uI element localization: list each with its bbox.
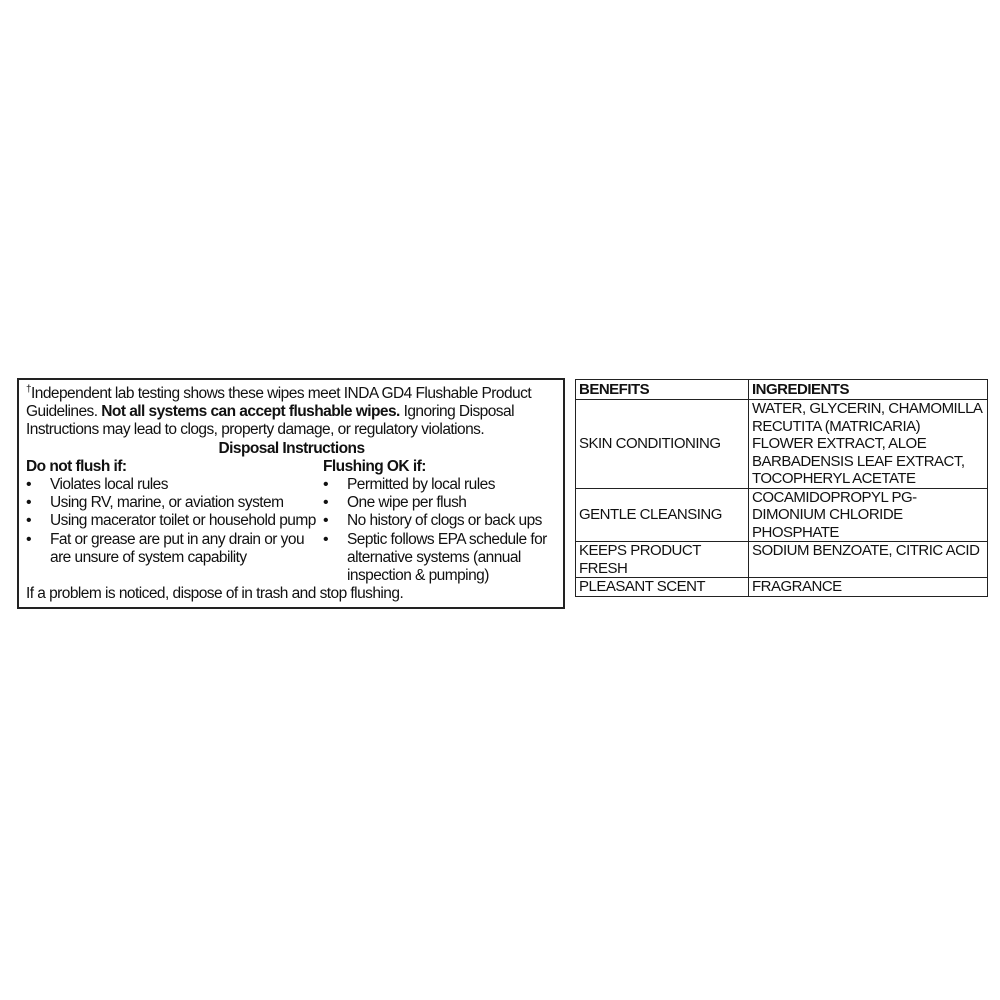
list-item: • One wipe per flush bbox=[323, 494, 557, 512]
flushing-ok-column bbox=[323, 458, 557, 585]
disposal-title: Disposal Instructions bbox=[218, 439, 365, 457]
do-not-flush-list bbox=[26, 476, 323, 567]
intro-paragraph bbox=[26, 385, 557, 440]
flushing-ok-heading: Flushing OK if: bbox=[323, 457, 426, 475]
benefit-cell: PLEASANT SCENT bbox=[576, 578, 749, 597]
list-item: • Permitted by local rules bbox=[323, 476, 557, 494]
do-not-flush-heading: Do not flush if: bbox=[26, 457, 127, 475]
table-row bbox=[576, 488, 988, 542]
do-not-flush-column bbox=[26, 458, 323, 585]
intro-warning: Not all systems can accept flushable wipes. bbox=[101, 403, 400, 421]
disposal-footer: If a problem is noticed, dispose of in trash and stop flushing. bbox=[26, 585, 404, 603]
table-row bbox=[576, 578, 988, 597]
ingredients-cell: FRAGRANCE bbox=[749, 578, 988, 597]
benefits-header: BENEFITS bbox=[576, 380, 749, 400]
dagger-mark: † bbox=[26, 384, 32, 395]
list-item: • Using macerator toilet or household pump bbox=[26, 512, 323, 530]
ingredients-cell: SODIUM BENZOATE, CITRIC ACID bbox=[749, 542, 988, 578]
flushing-ok-list bbox=[323, 476, 557, 585]
table-header-row bbox=[576, 380, 988, 400]
list-item: • Septic follows EPA schedule for alternative systems (annual inspection & pumping) bbox=[323, 531, 557, 586]
ingredients-table bbox=[575, 379, 988, 597]
ingredients-cell: WATER, GLYCERIN, CHAMOMILLA RECUTITA (MATRICARIA) FLOWER EXTRACT, ALOE BARBADENSIS LEAF EXTRACT, TOCOPHERYL ACETATE bbox=[749, 400, 988, 489]
ingredients-header: INGREDIENTS bbox=[749, 380, 988, 400]
list-item: • No history of clogs or back ups bbox=[323, 512, 557, 530]
intro-tail: Ignoring Disposal Instructions may lead to clogs, property damage, or regulatory violations. bbox=[26, 403, 514, 439]
ingredients-cell: COCAMIDOPROPYL PG-DIMONIUM CHLORIDE PHOSPHATE bbox=[749, 488, 988, 542]
list-item: • Using RV, marine, or aviation system bbox=[26, 494, 323, 512]
disposal-instructions-box bbox=[17, 378, 565, 609]
benefit-cell: GENTLE CLEANSING bbox=[576, 488, 749, 542]
list-item: • Violates local rules bbox=[26, 476, 323, 494]
benefit-cell: SKIN CONDITIONING bbox=[576, 400, 749, 489]
disposal-columns bbox=[26, 458, 557, 585]
list-item: • Fat or grease are put in any drain or you are unsure of system capability bbox=[26, 531, 323, 567]
intro-text: Independent lab testing shows these wipes meet INDA GD4 Flushable Product Guidelines. bbox=[26, 385, 532, 421]
benefit-cell: KEEPS PRODUCT FRESH bbox=[576, 542, 749, 578]
table-row bbox=[576, 400, 988, 489]
table-row bbox=[576, 542, 988, 578]
